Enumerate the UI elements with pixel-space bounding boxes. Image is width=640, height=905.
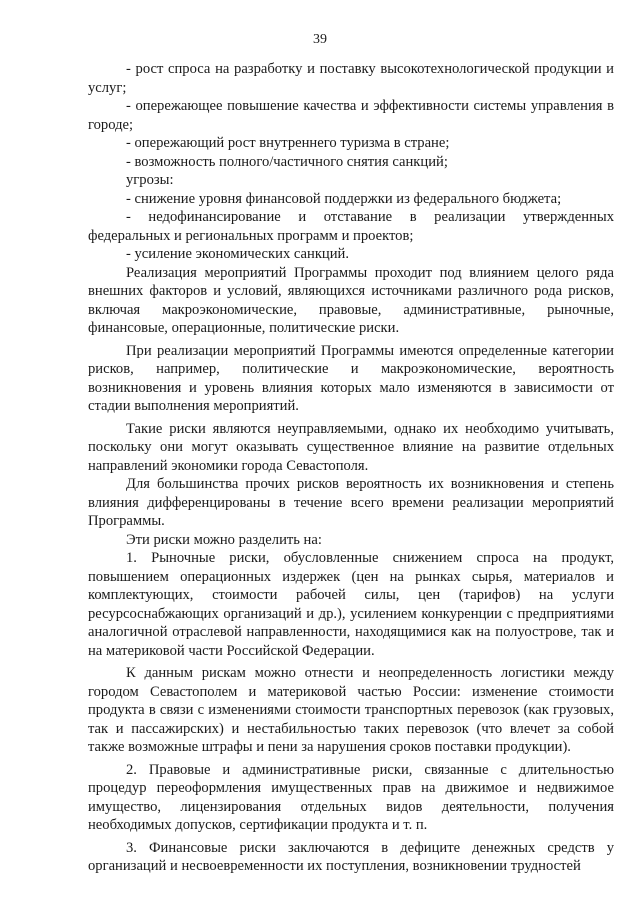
paragraph: - возможность полного/частичного снятия санкций; xyxy=(126,153,448,170)
paragraph: - рост спроса на разработку и поставку высокотехнологической продукции и услуг; xyxy=(88,61,614,96)
paragraph: При реализации мероприятий Программы имеются определенные категории рисков, например, политические и макроэкономические, вероятность возникновения и уровень влияния которых мало изменяются в зависимости от стадии выполнения мероприятий. xyxy=(88,342,614,414)
paragraph: 1. Рыночные риски, обусловленные снижением спроса на продукт, повышением операционных издержек (цен на рынках сырья, материалов и комплектующих, стоимости рабочей силы, цен (тарифов) на услуги ресурсоснабжающих организаций и др.), усилением конкуренции с предприятиями аналогичной отраслевой направленности, находящимися как на полуострове, так и на материковой части Российской Федерации. xyxy=(88,550,614,659)
paragraph: К данным рискам можно отнести и неопределенность логистики между городом Севастополем и материковой частью России: изменение стоимости продукта в связи с изменениями стоимости транспортных перевозок (как грузовых, так и пассажирских) и нестабильностью таких перевозок (что влечет за собой также возможные штрафы и пени за нарушения сроков поставки продукции). xyxy=(88,665,614,755)
paragraph: 2. Правовые и административные риски, связанные с длительностью процедур переоформления имущественных прав на движимое и недвижимое имущество, лицензирования отдельных видов деятельности, получения необходимых допусков, сертификации продукта и т. п. xyxy=(88,761,614,833)
paragraph: - опережающий рост внутреннего туризма в стране; xyxy=(126,135,450,151)
document-body xyxy=(88,60,614,876)
paragraph: Такие риски являются неуправляемыми, однако их необходимо учитывать, поскольку они могут оказывать существенное влияние на развитие отдельных направлений экономики города Севастополя. xyxy=(88,420,614,474)
paragraph: Для большинства прочих рисков вероятность их возникновения и степень влияния дифференцированы в течение всего времени реализации мероприятий Программы. xyxy=(88,476,614,529)
paragraph: Реализация мероприятий Программы проходит под влиянием целого ряда внешних факторов и условий, являющихся источниками различного рода рисков, включая макроэкономические, правовые, административные, рыночные, финансовые, операционные, политические риски. xyxy=(88,264,614,336)
paragraph: - опережающее повышение качества и эффективности системы управления в городе; xyxy=(88,98,614,133)
page-number: 39 xyxy=(313,32,327,47)
paragraph: - снижение уровня финансовой поддержки из федерального бюджета; xyxy=(126,190,562,207)
paragraph: угрозы: xyxy=(126,172,174,188)
paragraph: Эти риски можно разделить на: xyxy=(126,531,322,548)
paragraph: - недофинансирование и отставание в реализации утвержденных федеральных и региональных программ и проектов; xyxy=(88,209,614,244)
paragraph: 3. Финансовые риски заключаются в дефиците денежных средств у организаций и несвоевременности их поступления, возникновении трудностей xyxy=(88,839,614,874)
paragraph: - усиление экономических санкций. xyxy=(126,246,349,262)
